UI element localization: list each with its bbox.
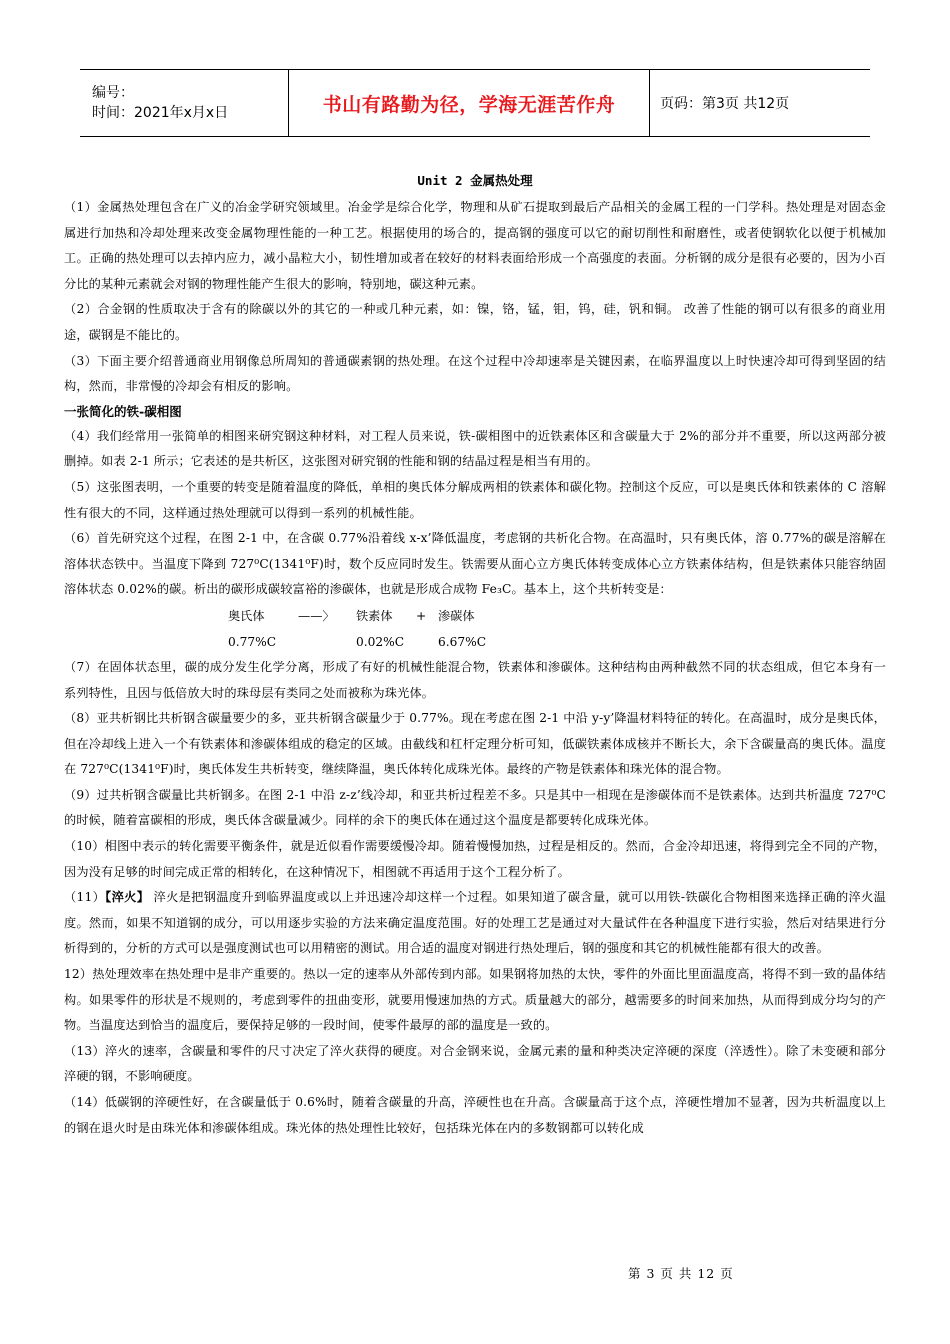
paragraph-11-body: 淬火是把钢温度升到临界温度或以上并迅速冷却这样一个过程。如果知道了碳含量，就可以用铁-铁碳化合物相图来选择正确的淬火温度。然而，如果不知道钢的成分，可以用逐步实验的方法来确定温度范围。好的处理工艺是通过对大量试件在各种温度下进行实验，然后对结果进行分析得到的，分析的方式可以是强度测试也可以用精密的测试。用合适的温度对钢进行热处理后，钢的强度和其它的机械性能都有很大的改善。 — [64, 890, 886, 956]
paragraph-1: （1）金属热处理包含在广义的冶金学研究领域里。冶金学是综合化学，物理和从矿石提取到最后产品相关的金属工程的一门学科。热处理是对固态金属进行加热和冷却处理来改变金属物理性能的一种工艺。根据使用的场合的，提高钢的强度可以它的耐切削性和耐磨性，或者使钢软化以便于机械加工。正确的热处理可以去掉内应力，减小晶粒大小，韧性增加或者在较好的材料表面给形成一个高强度的表面。分析钢的成分是很有必要的，因为小百分比的某种元素就会对钢的物理性能产生很大的影响，特别地，碳这种元素。 — [64, 200, 886, 291]
reaction-plus: + — [416, 608, 427, 623]
paragraph-10: （10）相图中表示的转化需要平衡条件，就是近似看作需要缓慢冷却。随着慢慢加热，过程是相反的。然而，合金冷却迅速，将得到完全不同的产物，因为没有足够的时间完成正常的相转化，在这种情况下，相图就不再适用于这个工程分析了。 — [64, 839, 886, 879]
paragraph-7: （7）在固体状态里，碳的成分发生化学分离，形成了有好的机械性能混合物，铁素体和渗碳体。这种结构由两种截然不同的状态组成，但它本身有一系列特性，且因与低倍放大时的珠母层有类同之处而被称为珠光体。 — [64, 659, 886, 700]
paragraph-9: （9）过共析钢含碳量比共析钢多。在图 2-1 中沿 z-z’线冷却，和亚共析过程差不多。只是其中一相现在是渗碳体而不是铁素体。达到共析温度 727⁰C 的时候，随着富碳相的形成，奥氏体含碳量减少。同样的余下的奥氏体在通过这个温度是都要转化成珠光体。 — [64, 787, 886, 828]
paragraph-8: （8）亚共析钢比共析钢含碳量要少的多，亚共析钢含碳量少于 0.77%。现在考虑在图 2-1 中沿 y-y’降温材料特征的转化。在高温时，成分是奥氏体，但在冷却线上进入一个有铁素体和渗碳体组成的稳定的区域。由截线和杠杆定理分析可知，低碳铁素体成核并不断长大，余下含碳量高的奥氏体。温度在 727⁰C(1341⁰F)时，奥氏体发生共析转变，继续降温，奥氏体转化成珠光体。最终的产物是铁素体和珠光体的混合物。 — [64, 711, 886, 777]
eutectoid-reaction — [228, 603, 886, 655]
document-number: 编号： — [92, 85, 134, 101]
paragraph-11-number: （11） — [64, 890, 106, 905]
document-date: 时间：2021年x月x日 — [92, 105, 229, 121]
header-table — [80, 69, 870, 137]
header-info — [80, 70, 288, 136]
page-title: Unit 2 金属热处理 — [417, 173, 533, 188]
paragraph-14: （14）低碳钢的淬硬性好，在含碳量低于 0.6%时，随着含碳量的升高，淬硬性也在升高。含碳量高于这个点，淬硬性增加不显著，因为共析温度以上的钢在退火时是由珠光体和渗碳体组成。珠光体的热处理性比较好，包括珠光体在内的多数钢都可以转化成 — [64, 1095, 886, 1135]
paragraph-11 — [64, 885, 886, 962]
quenching-term: 【淬火】 — [105, 890, 150, 905]
paragraph-13: （13）淬火的速率，含碳量和零件的尺寸决定了淬火获得的硬度。对合金钢来说，金属元素的量和种类决定淬硬的深度（淬透性）。除了未变硬和部分淬硬的钢，不影响硬度。 — [64, 1043, 886, 1084]
header-motto: 书山有路勤为径，学海无涯苦作舟 — [288, 70, 650, 136]
section-heading: 一张简化的铁-碳相图 — [64, 403, 182, 419]
header-page-number: 页码：第3页 共12页 — [660, 96, 790, 112]
paragraph-2: （2）合金钢的性质取决于含有的除碳以外的其它的一种或几种元素，如：镍，铬，锰，钼，钨，硅，钒和铜。 改善了性能的钢可以有很多的商业用途，碳钢是不能比的。 — [64, 302, 886, 342]
reaction-cementite-carbon: 6.67%C — [438, 634, 487, 649]
reaction-reactant: 奥氏体 — [228, 608, 265, 623]
reaction-product-ferrite: 铁素体 — [356, 608, 393, 623]
paragraph-12: 12）热处理效率在热处理中是非产重要的。热以一定的速率从外部传到内部。如果钢将加热的太快，零件的外面比里面温度高，将得不到一致的晶体结构。如果零件的形状是不规则的，考虑到零件的扭曲变形，就要用慢速加热的方式。质量越大的部分，越需要多的时间来加热，从而得到成分均匀的产物。当温度达到恰当的温度后，要保持足够的一段时间，使零件最厚的部的温度是一致的。 — [64, 967, 886, 1033]
reaction-reactant-carbon: 0.77%C — [228, 634, 277, 649]
reaction-ferrite-carbon: 0.02%C — [356, 634, 405, 649]
reaction-product-cementite: 渗碳体 — [438, 608, 475, 623]
document-body — [64, 171, 886, 1141]
paragraph-3: （3）下面主要介绍普通商业用钢像总所周知的普通碳素钢的热处理。在这个过程中冷却速率是关键因素，在临界温度以上时快速冷却可得到坚固的结构，然而，非常慢的冷却会有相反的影响。 — [64, 353, 886, 394]
page-footer: 第 3 页 共 12 页 — [628, 1266, 734, 1281]
reaction-arrow: ——〉 — [298, 608, 335, 623]
paragraph-4: （4）我们经常用一张简单的相图来研究钢这种材料，对工程人员来说，铁-碳相图中的近铁素体区和含碳量大于 2%的部分并不重要，所以这两部分被删掉。如表 2-1 所示；它表述的是共析区，这张图对研究钢的性能和钢的结晶过程是相当有用的。 — [64, 428, 886, 469]
paragraph-6: （6）首先研究这个过程，在图 2-1 中，在含碳 0.77%沿着线 x-x’降低温度，考虑钢的共析化合物。在高温时，只有奥氏体，溶 0.77%的碳是溶解在溶体状态铁中。当温度下降到 727⁰C(1341⁰F)时，数个反应同时发生。铁需要从面心立方奥氏体转变成体心立方铁素体结构，但是铁素体只能容纳固溶体状态 0.02%的碳。析出的碳形成碳较富裕的渗碳体，也就是形成合成物 Fe₃C。基本上，这个共析转变是： — [64, 531, 886, 597]
paragraph-5: （5）这张图表明，一个重要的转变是随着温度的降低，单相的奥氏体分解成两相的铁素体和碳化物。控制这个反应，可以是奥氏体和铁素体的 C 溶解性有很大的不同，这样通过热处理就可以得到一系列的机械性能。 — [64, 479, 886, 520]
